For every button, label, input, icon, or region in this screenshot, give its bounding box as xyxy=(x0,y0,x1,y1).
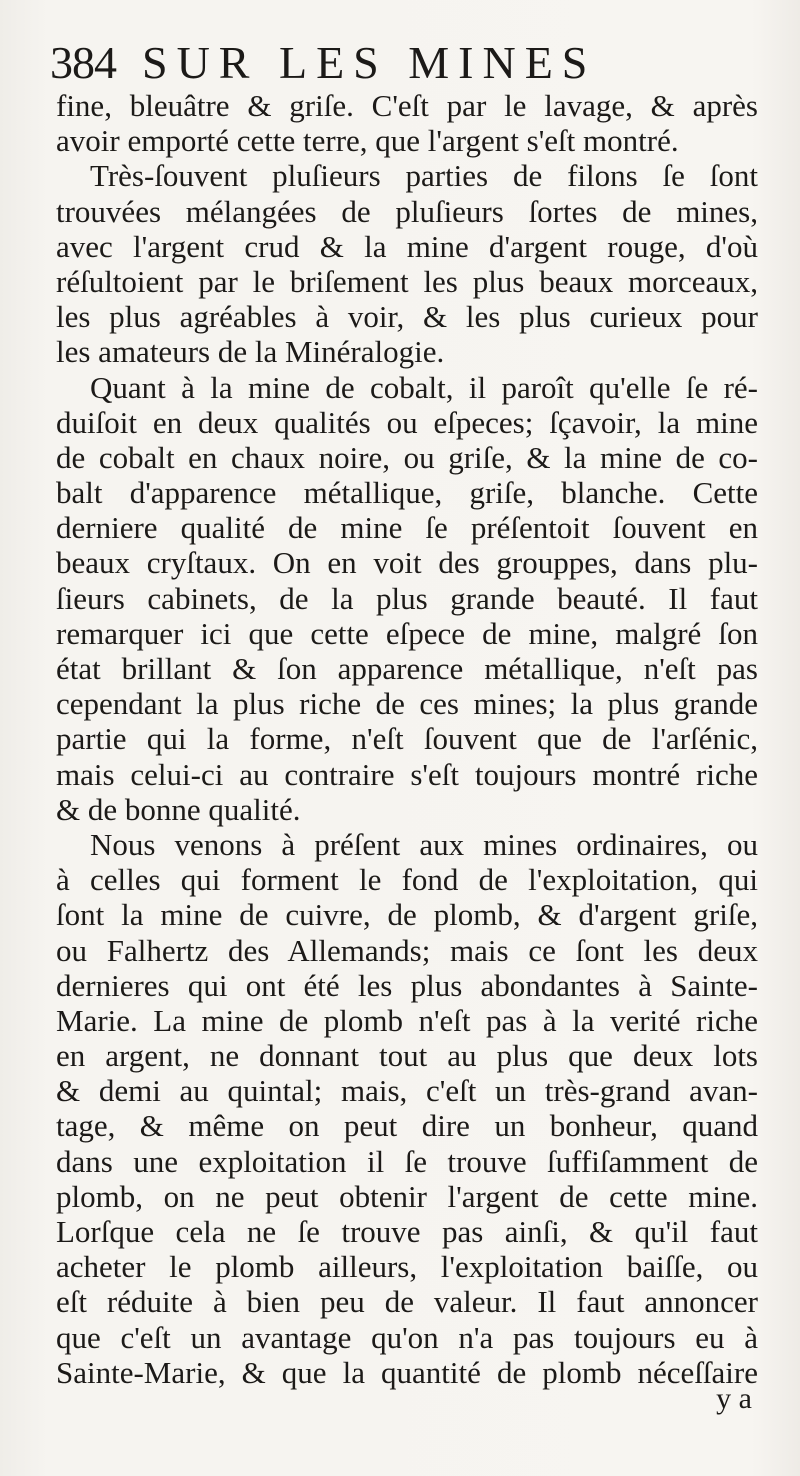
text-line: avoir emporté cette terre, que l'argent s'eſt montré. xyxy=(56,123,679,159)
text-line: les plus agréables à voir, & les plus curieux pour xyxy=(56,299,758,335)
text-line: les amateurs de la Minéralogie. xyxy=(56,334,445,370)
text-line: acheter le plomb ailleurs, l'exploitation baiſſe, ou xyxy=(56,1249,758,1285)
text-line: Marie. La mine de plomb n'eſt pas à la verité riche xyxy=(56,1002,758,1038)
text-line: tage, & même on peut dire un bonheur, quand xyxy=(56,1108,758,1144)
body-text xyxy=(56,88,758,1390)
text-line: ou Falhertz des Allemands; mais ce ſont les deux xyxy=(56,932,758,968)
text-line: dans une exploitation il ſe trouve ſuffiſamment de xyxy=(56,1143,758,1179)
text-line: mais celui-ci au contraire s'eſt toujours montré riche xyxy=(56,756,758,792)
text-line: eſt réduite à bien peu de valeur. Il faut annoncer xyxy=(56,1284,758,1320)
text-line: balt d'apparence métallique, griſe, blanche. Cette xyxy=(56,475,758,511)
text-line: beaux cryſtaux. On en voit des grouppes, dans plu- xyxy=(56,545,758,581)
text-line: Nous venons à préſent aux mines ordinaires, ou xyxy=(90,826,758,862)
text-line: fine, bleuâtre & griſe. C'eſt par le lavage, & après xyxy=(56,88,758,123)
text-line: Sainte-Marie, & que la quantité de plomb néceſſaire xyxy=(56,1354,758,1390)
text-line: cependant la plus riche de ces mines; la plus grande xyxy=(56,686,758,722)
text-line: Lorſque cela ne ſe trouve pas ainſi, & qu'il faut xyxy=(56,1214,758,1249)
text-line: & demi au quintal; mais, c'eſt un très-grand avan- xyxy=(56,1073,758,1109)
text-line: remarquer ici que cette eſpece de mine, malgré ſon xyxy=(56,615,758,651)
text-line: & de bonne qualité. xyxy=(56,791,301,827)
text-line: Quant à la mine de cobalt, il paroît qu'elle ſe ré- xyxy=(90,369,758,405)
text-line: dernieres qui ont été les plus abondantes à Sainte- xyxy=(56,967,758,1003)
text-line: Très-ſouvent pluſieurs parties de filons ſe ſont xyxy=(90,158,758,194)
text-line: réſultoient par le briſement les plus beaux morceaux, xyxy=(56,263,758,299)
text-line: état brillant & ſon apparence métallique, n'eſt pas xyxy=(56,651,758,686)
text-line: ſont la mine de cuivre, de plomb, & d'argent griſe, xyxy=(56,897,758,933)
text-line: à celles qui forment le fond de l'exploitation, qui xyxy=(56,862,758,898)
catchword: y a xyxy=(716,1382,752,1415)
text-line: ſieurs cabinets, de la plus grande beauté. Il faut xyxy=(56,580,758,616)
text-line: trouvées mélangées de pluſieurs ſortes de mines, xyxy=(56,193,758,229)
text-line: duiſoit en deux qualités ou eſpeces; ſçavoir, la mine xyxy=(56,404,758,440)
text-line: avec l'argent crud & la mine d'argent rouge, d'où xyxy=(56,228,758,264)
text-line: partie qui la forme, n'eſt ſouvent que de l'arſénic, xyxy=(56,721,758,757)
text-line: plomb, on ne peut obtenir l'argent de cette mine. xyxy=(56,1178,758,1214)
running-title: SUR LES MINES xyxy=(142,37,597,88)
page-number: 384 xyxy=(50,37,116,88)
text-line: en argent, ne donnant tout au plus que deux lots xyxy=(56,1038,758,1074)
text-line: que c'eſt un avantage qu'on n'a pas toujours eu à xyxy=(56,1319,758,1355)
text-line: de cobalt en chaux noire, ou griſe, & la mine de co- xyxy=(56,439,758,475)
text-line: derniere qualité de mine ſe préſentoit ſouvent en xyxy=(56,510,758,546)
